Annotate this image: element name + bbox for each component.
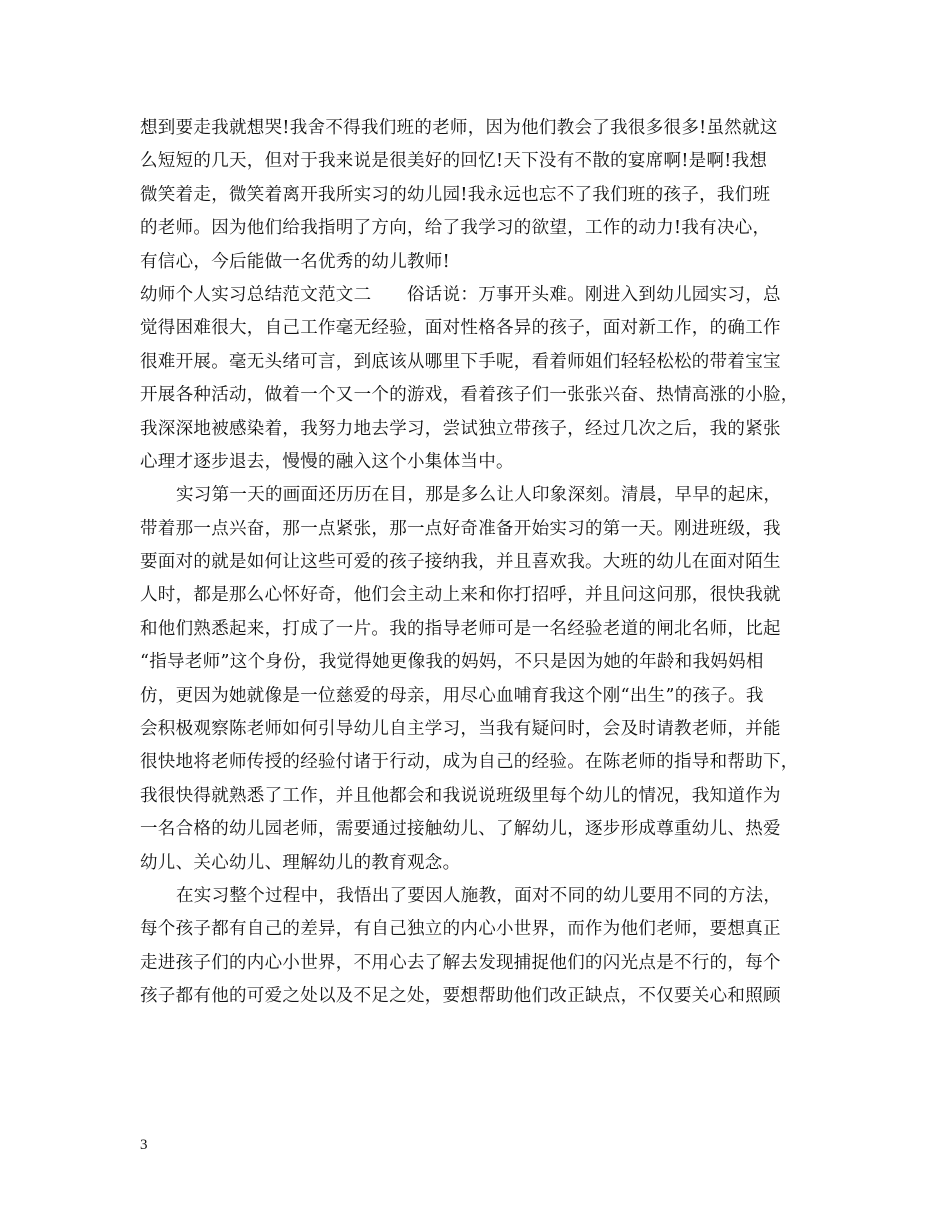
text-line: 么短短的几天，但对于我来说是很美好的回忆!天下没有不散的宴席啊!是啊!我想 — [140, 151, 768, 172]
document-body — [140, 112, 830, 1014]
section-heading-line: 幼师个人实习总结范文范文二 俗话说：万事开头难。刚进入到幼儿园实习，总 — [140, 284, 781, 305]
text-line: 带着那一点兴奋，那一点紧张，那一点好奇准备开始实习的第一天。刚进班级，我 — [140, 518, 781, 539]
text-line: 想到要走我就想哭!我舍不得我们班的老师，因为他们教会了我很多很多!虽然就这 — [140, 118, 778, 138]
text-line: 每个孩子都有自己的差异，有自己独立的内心小世界，而作为他们老师，要想真正 — [140, 919, 781, 940]
text-line: 人时，都是那么心怀好奇，他们会主动上来和你打招呼，并且问这问那，很快我就 — [140, 585, 781, 606]
text-line: 觉得困难很大，自己工作毫无经验，面对性格各异的孩子，面对新工作，的确工作 — [140, 318, 781, 339]
paragraph-start-line: 在实习整个过程中，我悟出了要因人施教，面对不同的幼儿要用不同的方法， — [176, 885, 782, 906]
text-line: 仿，更因为她就像是一位慈爱的母亲，用尽心血哺育我这个刚“出生”的孩子。我 — [140, 685, 764, 706]
text-line: 很快地将老师传授的经验付诸于行动，成为自己的经验。在陈老师的指导和帮助下， — [140, 752, 799, 773]
text-line: 我很快得就熟悉了工作，并且他都会和我说说班级里每个幼儿的情况，我知道作为 — [140, 785, 781, 806]
text-line: 很难开展。毫无头绪可言，到底该从哪里下手呢，看着师姐们轻轻松松的带着宝宝 — [140, 351, 781, 372]
text-line: 要面对的就是如何让这些可爱的孩子接纳我，并且喜欢我。大班的幼儿在面对陌生 — [140, 552, 781, 573]
text-line: 一名合格的幼儿园老师，需要通过接触幼儿、了解幼儿，逐步形成尊重幼儿、热爱 — [140, 819, 781, 840]
text-line: 开展各种活动，做着一个又一个的游戏，看着孩子们一张张兴奋、热情高涨的小脸， — [140, 385, 799, 406]
text-line: 走进孩子们的内心小世界，不用心去了解去发现捕捉他们的闪光点是不行的，每个 — [140, 952, 781, 973]
text-line: 孩子都有他的可爱之处以及不足之处，要想帮助他们改正缺点，不仅要关心和照顾 — [140, 986, 781, 1007]
paragraph-start-line: 实习第一天的画面还历历在目，那是多么让人印象深刻。清晨，早早的起床， — [176, 485, 782, 506]
text-line: “指导老师”这个身份，我觉得她更像我的妈妈，不只是因为她的年龄和我妈妈相 — [140, 652, 764, 673]
page-number: 3 — [140, 1137, 148, 1153]
text-line: 微笑着走，微笑着离开我所实习的幼儿园!我永远也忘不了我们班的孩子，我们班 — [140, 184, 771, 205]
text-line: 幼儿、关心幼儿、理解幼儿的教育观念。 — [140, 852, 461, 873]
text-line: 有信心，今后能做一名优秀的幼儿教师! — [140, 251, 450, 272]
text-line: 会积极观察陈老师如何引导幼儿自主学习，当我有疑问时，会及时请教老师，并能 — [140, 719, 781, 740]
text-line: 我深深地被感染着，我努力地去学习，尝试独立带孩子，经过几次之后，我的紧张 — [140, 418, 781, 439]
text-line: 心理才逐步退去，慢慢的融入这个小集体当中。 — [140, 451, 514, 472]
text-line: 和他们熟悉起来，打成了一片。我的指导老师可是一名经验老道的闸北名师，比起 — [140, 618, 781, 639]
text-line: 的老师。因为他们给我指明了方向，给了我学习的欲望，工作的动力!我有决心， — [140, 218, 771, 239]
